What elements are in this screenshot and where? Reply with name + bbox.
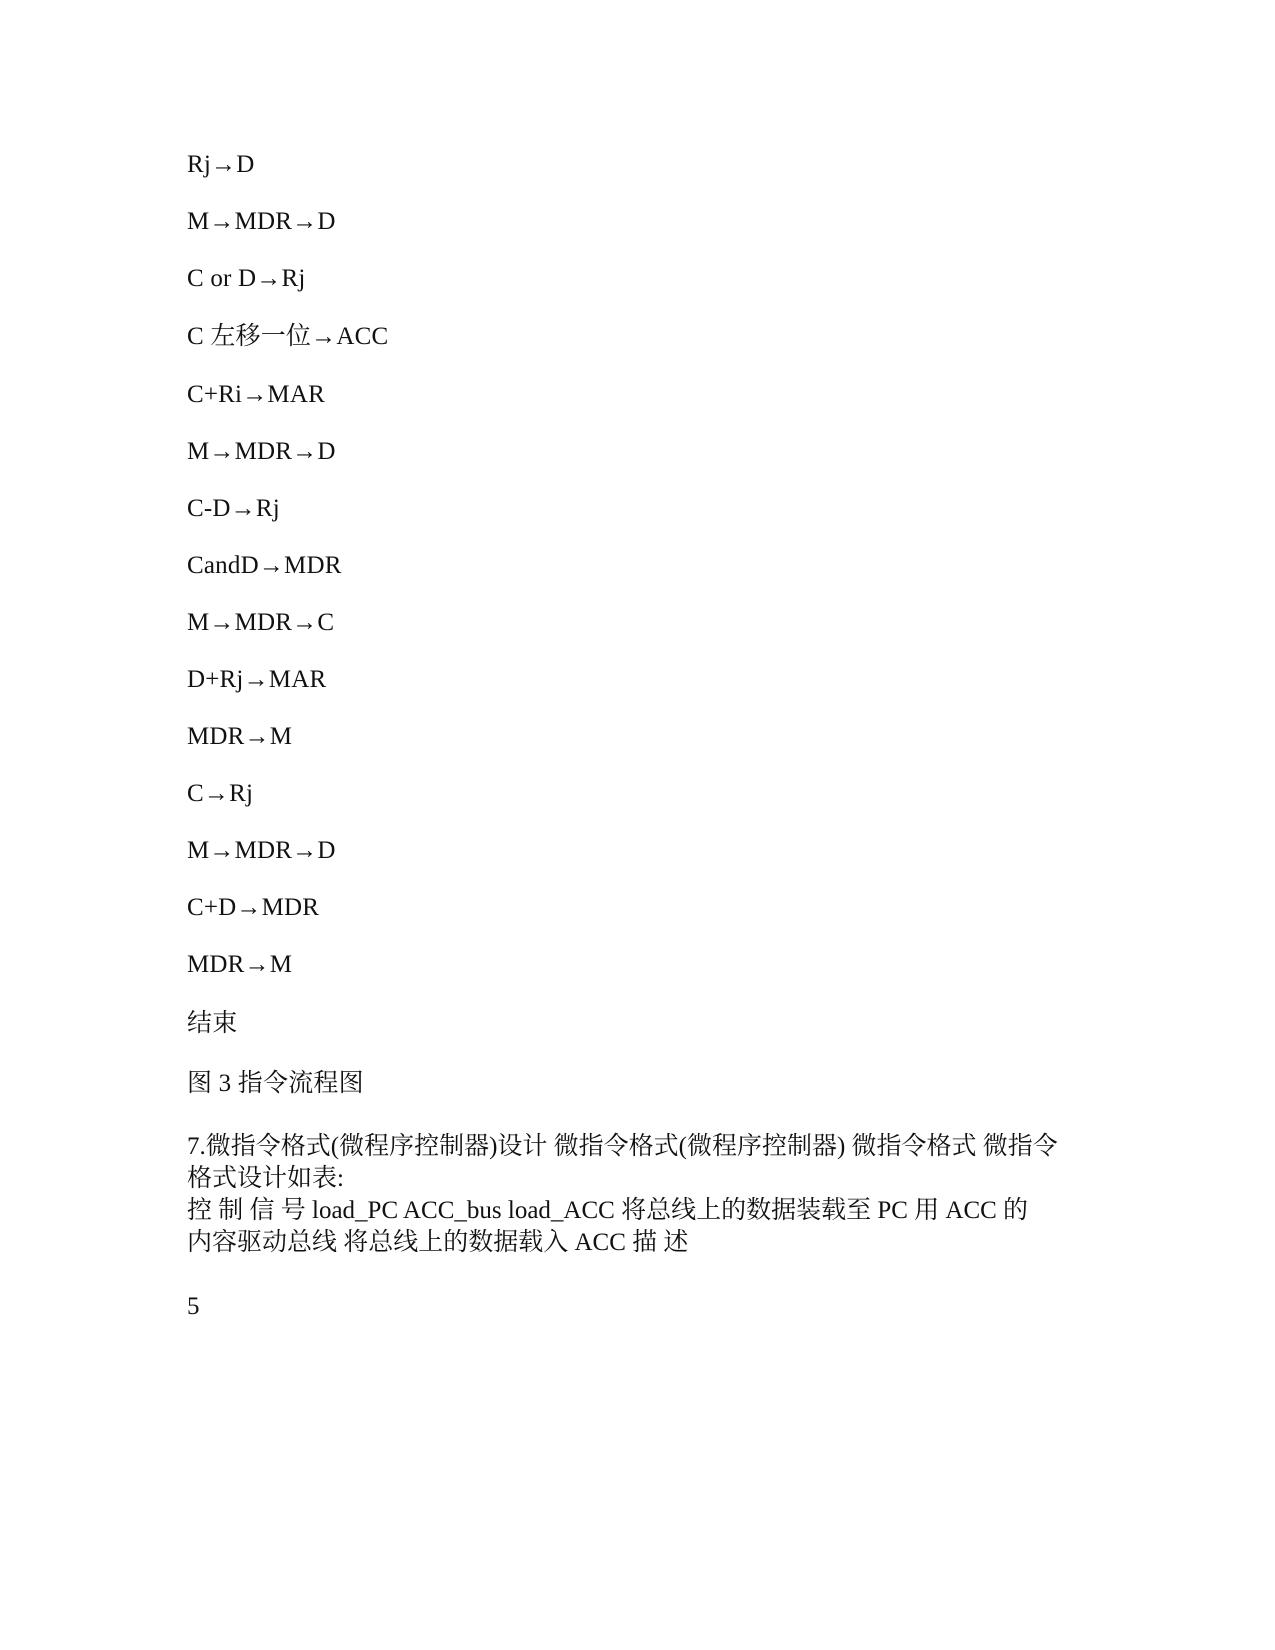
flow-step-end: 结束 xyxy=(187,1010,238,1037)
section-line-3: 控 制 信 号 load_PC ACC_bus load_ACC 将总线上的数据装载至 PC 用 ACC 的 xyxy=(187,1197,1029,1224)
flow-step-4: C 左移一位→ACC xyxy=(187,323,389,350)
section-line-4: 内容驱动总线 将总线上的数据载入 ACC 描 述 xyxy=(187,1229,689,1256)
flow-step-3: C or D→Rj xyxy=(187,265,306,292)
flow-step-5: C+Ri→MAR xyxy=(187,381,325,408)
flow-step-1: Rj→D xyxy=(187,151,255,178)
section-7-paragraph xyxy=(187,1131,1087,1259)
flow-step-6: M→MDR→D xyxy=(187,438,336,465)
flow-step-15: MDR→M xyxy=(187,951,293,978)
flow-step-2: M→MDR→D xyxy=(187,208,336,235)
section-line-2: 格式设计如表: xyxy=(187,1165,344,1192)
flow-step-9: M→MDR→C xyxy=(187,609,335,636)
flow-step-7: C-D→Rj xyxy=(187,495,280,522)
section-line-1: 7.微指令格式(微程序控制器)设计 微指令格式(微程序控制器) 微指令格式 微指令 xyxy=(187,1133,1058,1160)
flow-step-11: MDR→M xyxy=(187,723,293,750)
flow-step-10: D+Rj→MAR xyxy=(187,666,327,693)
figure-caption: 图 3 指令流程图 xyxy=(187,1070,364,1097)
flow-step-12: C→Rj xyxy=(187,780,254,807)
flow-step-8: CandD→MDR xyxy=(187,552,342,579)
page-number: 5 xyxy=(187,1293,200,1320)
flow-step-13: M→MDR→D xyxy=(187,837,336,864)
flow-step-14: C+D→MDR xyxy=(187,894,320,921)
